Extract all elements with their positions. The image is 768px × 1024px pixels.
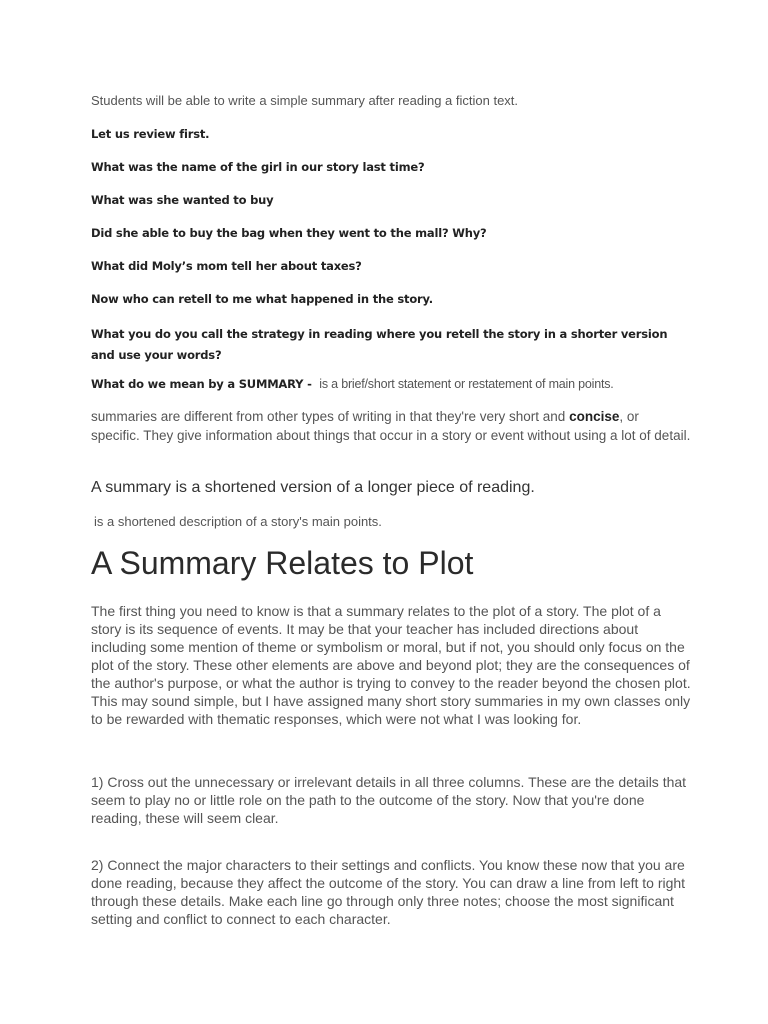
- shortened-description-text: is a shortened description of a story's main points.: [94, 514, 382, 529]
- step-1-paragraph: 1) Cross out the unnecessary or irrelevant details in all three columns. These are the details that seem to play no or little role on the path to the outcome of the story. Now that you're done reading, these will seem clear.: [91, 774, 687, 826]
- summary-difference-text: [91, 408, 691, 445]
- summary-definition: is a brief/short statement or restatement of main points.: [319, 377, 614, 391]
- question-6: What you do you call the strategy in reading where you retell the story in a shorter version and use your words?: [91, 327, 668, 362]
- summary-difference-a: summaries are different from other types of writing in that they're very short and: [91, 409, 566, 424]
- question-5: Now who can retell to me what happened in the story.: [91, 292, 433, 306]
- question-1: What was the name of the girl in our story last time?: [91, 160, 425, 174]
- question-3: Did she able to buy the bag when they went to the mall? Why?: [91, 226, 487, 240]
- concise-word: concise: [569, 409, 620, 424]
- summary-difference-b: , or specific. They give information about things that occur in a story or event without using a lot of detail.: [91, 409, 691, 443]
- question-4: What did Moly’s mom tell her about taxes?: [91, 259, 362, 273]
- question-2: What was she wanted to buy: [91, 193, 274, 207]
- step-2-paragraph: 2) Connect the major characters to their settings and conflicts. You know these now that you are done reading, because they affect the outcome of the story. You can draw a line from left to right through these details. Make each line go through only three notes; choose the most significant setting and conflict to connect to each character.: [91, 857, 686, 927]
- shortened-version-text: A summary is a shortened version of a longer piece of reading.: [91, 479, 535, 496]
- section-heading: A Summary Relates to Plot: [91, 545, 474, 581]
- objective-text: Students will be able to write a simple summary after reading a fiction text.: [91, 93, 519, 108]
- summary-question-label: What do we mean by a SUMMARY -: [91, 377, 312, 391]
- review-text: Let us review first.: [91, 127, 210, 141]
- summary-question: [91, 377, 614, 391]
- plot-paragraph: The first thing you need to know is that a summary relates to the plot of a story. The plot of a story is its sequence of events. It may be that your teacher has included directions about including some mention of theme or symbolism or moral, but if not, you should only focus on the plot of the story. These other elements are above and beyond plot; they are the consequences of the author's purpose, or what the author is trying to convey to the reader beyond the chosen plot. This may sound simple, but I have assigned many short story summaries in my own classes only to be rewarded with thematic responses, which were not what I was looking for.: [91, 603, 691, 727]
